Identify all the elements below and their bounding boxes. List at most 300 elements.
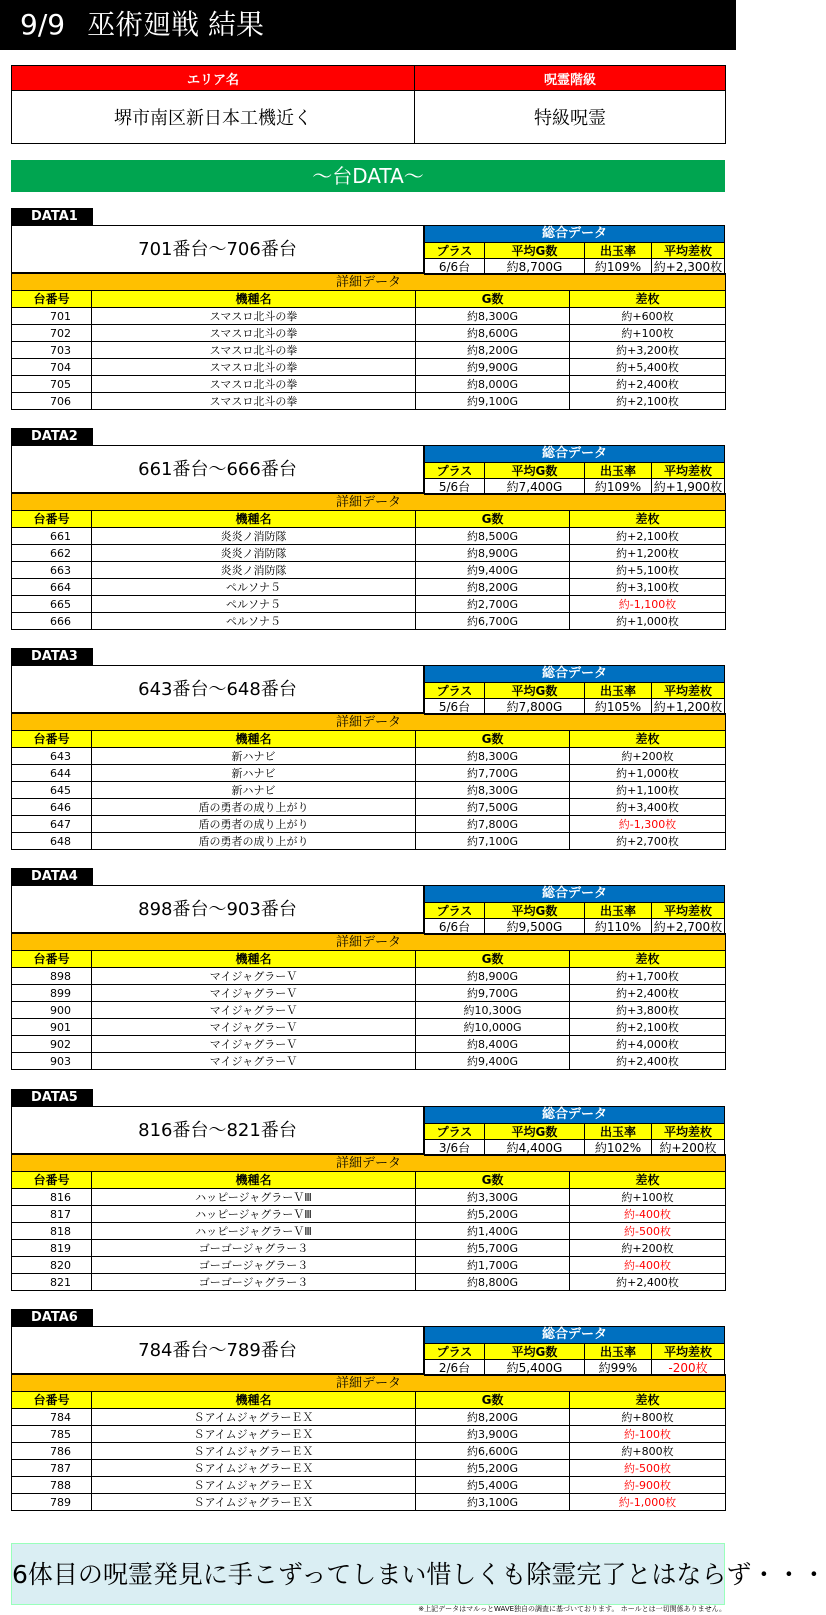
detail-head-model: 機種名 [92,951,416,968]
machine-no: 703 [12,342,92,359]
detail-head-no: 台番号 [12,511,92,528]
games-value: 約9,700G [416,985,570,1002]
summary-avg-games: 約7,400G [484,479,584,495]
model-name: 新ハナビ [92,782,416,799]
diff-value: 約+100枚 [570,325,726,342]
diff-value: 約+2,400枚 [570,985,726,1002]
detail-table [11,933,726,1070]
diff-value: 約+3,100枚 [570,579,726,596]
games-value: 約7,500G [416,799,570,816]
table-row [12,1189,726,1206]
summary-title: 総合データ [424,446,724,463]
diff-value: 約+3,800枚 [570,1002,726,1019]
machine-no: 646 [12,799,92,816]
games-value: 約8,300G [416,748,570,765]
diff-value: 約+1,200枚 [570,545,726,562]
summary-head-plus: プラス [424,903,484,919]
table-row [12,799,726,816]
summary-head-avg-diff: 平均差枚 [651,903,724,919]
block-label: DATA3 [11,648,93,665]
detail-head-model: 機種名 [92,511,416,528]
table-row [12,528,726,545]
detail-title: 詳細データ [12,494,726,511]
machine-no: 701 [12,308,92,325]
detail-head-diff: 差枚 [570,291,726,308]
table-row [12,376,726,393]
summary-head-plus: プラス [424,1124,484,1140]
summary-avg-diff: 約+1,900枚 [651,479,724,495]
model-name: ＳアイムジャグラーＥＸ [92,1443,416,1460]
table-row [12,613,726,630]
model-name: 新ハナビ [92,748,416,765]
detail-head-diff: 差枚 [570,951,726,968]
machine-no: 820 [12,1257,92,1274]
detail-head-no: 台番号 [12,1172,92,1189]
table-row [12,1240,726,1257]
footnote: ※上記データはマルっとWAVE独自の調査に基づいております。 ホールとは一切関係ありません。 [418,1605,726,1613]
grade-label: 呪霊階級 [415,66,726,91]
data-block [11,645,725,850]
games-value: 約3,300G [416,1189,570,1206]
games-value: 約8,000G [416,376,570,393]
table-row [12,765,726,782]
games-value: 約5,200G [416,1460,570,1477]
diff-value: 約+600枚 [570,308,726,325]
summary-row [11,1326,725,1374]
machine-no: 644 [12,765,92,782]
summary-head-avg-games: 平均G数 [484,463,584,479]
model-name: マイジャグラーＶ [92,985,416,1002]
games-value: 約8,200G [416,1409,570,1426]
model-name: 盾の勇者の成り上がり [92,799,416,816]
range-label: 661番台～666番台 [11,445,424,493]
summary-table [424,445,725,495]
detail-table [11,1154,726,1291]
machine-no: 818 [12,1223,92,1240]
games-value: 約8,500G [416,528,570,545]
summary-plus: 5/6台 [424,479,484,495]
games-value: 約8,300G [416,782,570,799]
diff-value: 約+2,100枚 [570,1019,726,1036]
model-name: 炎炎ノ消防隊 [92,528,416,545]
block-label: DATA4 [11,868,93,885]
table-row [12,1206,726,1223]
detail-head-model: 機種名 [92,1392,416,1409]
games-value: 約1,700G [416,1257,570,1274]
table-row [12,596,726,613]
table-row [12,1019,726,1036]
detail-table [11,273,726,410]
summary-title: 総合データ [424,886,724,903]
data-block [11,1086,725,1291]
diff-value: 約+2,400枚 [570,376,726,393]
games-value: 約9,400G [416,1053,570,1070]
summary-head-avg-diff: 平均差枚 [651,243,724,259]
machine-no: 817 [12,1206,92,1223]
diff-value: 約+3,400枚 [570,799,726,816]
diff-value: 約+2,400枚 [570,1053,726,1070]
machine-no: 786 [12,1443,92,1460]
diff-value: 約+2,100枚 [570,528,726,545]
summary-head-avg-games: 平均G数 [484,903,584,919]
summary-table [424,1106,725,1156]
games-value: 約6,600G [416,1443,570,1460]
diff-value: 約+3,200枚 [570,342,726,359]
summary-table [424,885,725,935]
detail-head-diff: 差枚 [570,731,726,748]
diff-value: 約+1,700枚 [570,968,726,985]
detail-head-model: 機種名 [92,1172,416,1189]
detail-head-no: 台番号 [12,291,92,308]
diff-value: 約+200枚 [570,1240,726,1257]
summary-plus: 6/6台 [424,259,484,275]
model-name: 盾の勇者の成り上がり [92,816,416,833]
summary-title: 総合データ [424,666,724,683]
summary-avg-games: 約9,500G [484,919,584,935]
detail-head-diff: 差枚 [570,511,726,528]
summary-table [424,225,725,275]
summary-payout: 約110% [584,919,651,935]
machine-no: 787 [12,1460,92,1477]
block-label: DATA6 [11,1309,93,1326]
model-name: ゴーゴージャグラー３ [92,1274,416,1291]
table-row [12,325,726,342]
model-name: マイジャグラーＶ [92,1053,416,1070]
table-row [12,1036,726,1053]
summary-head-plus: プラス [424,463,484,479]
detail-title: 詳細データ [12,934,726,951]
machine-no: 899 [12,985,92,1002]
machine-no: 705 [12,376,92,393]
summary-head-avg-games: 平均G数 [484,243,584,259]
table-row [12,985,726,1002]
diff-value: 約+200枚 [570,748,726,765]
data-block [11,1306,725,1511]
table-row [12,748,726,765]
summary-plus: 6/6台 [424,919,484,935]
machine-no: 900 [12,1002,92,1019]
range-label: 643番台～648番台 [11,665,424,713]
machine-no: 704 [12,359,92,376]
machine-no: 816 [12,1189,92,1206]
model-name: ＳアイムジャグラーＥＸ [92,1409,416,1426]
model-name: 新ハナビ [92,765,416,782]
data-block [11,205,725,410]
grade-value: 特級呪霊 [415,91,726,144]
table-row [12,1274,726,1291]
detail-title: 詳細データ [12,714,726,731]
table-row [12,562,726,579]
section-title: ～台DATA～ [11,160,725,192]
summary-payout: 約102% [584,1140,651,1156]
table-row [12,1460,726,1477]
diff-value: 約+2,700枚 [570,833,726,850]
model-name: ハッピージャグラーＶⅢ [92,1223,416,1240]
machine-no: 661 [12,528,92,545]
model-name: スマスロ北斗の拳 [92,342,416,359]
area-label: エリア名 [12,66,415,91]
detail-head-no: 台番号 [12,1392,92,1409]
summary-payout: 約109% [584,259,651,275]
table-row [12,545,726,562]
table-row [12,782,726,799]
detail-head-games: G数 [416,951,570,968]
detail-table [11,1374,726,1511]
games-value: 約7,100G [416,833,570,850]
detail-head-diff: 差枚 [570,1392,726,1409]
summary-head-payout: 出玉率 [584,683,651,699]
machine-no: 645 [12,782,92,799]
machine-no: 643 [12,748,92,765]
summary-avg-diff: 約+2,700枚 [651,919,724,935]
detail-title: 詳細データ [12,274,726,291]
diff-value: 約+800枚 [570,1443,726,1460]
games-value: 約8,300G [416,308,570,325]
diff-value: 約-400枚 [570,1257,726,1274]
machine-no: 664 [12,579,92,596]
games-value: 約8,200G [416,342,570,359]
diff-value: 約+1,000枚 [570,765,726,782]
model-name: スマスロ北斗の拳 [92,359,416,376]
games-value: 約1,400G [416,1223,570,1240]
games-value: 約6,700G [416,613,570,630]
table-row [12,342,726,359]
model-name: マイジャグラーＶ [92,1002,416,1019]
summary-avg-diff: -200枚 [651,1360,724,1376]
diff-value: 約-100枚 [570,1426,726,1443]
table-row [12,1409,726,1426]
summary-avg-games: 約7,800G [484,699,584,715]
summary-avg-games: 約4,400G [484,1140,584,1156]
detail-head-games: G数 [416,1172,570,1189]
games-value: 約5,400G [416,1477,570,1494]
model-name: ペルソナ５ [92,596,416,613]
games-value: 約9,900G [416,359,570,376]
table-row [12,968,726,985]
summary-head-avg-games: 平均G数 [484,1124,584,1140]
summary-table [424,1326,725,1376]
table-row [12,1223,726,1240]
model-name: ゴーゴージャグラー３ [92,1257,416,1274]
model-name: ＳアイムジャグラーＥＸ [92,1494,416,1511]
model-name: 盾の勇者の成り上がり [92,833,416,850]
summary-title: 総合データ [424,226,724,243]
detail-table [11,493,726,630]
machine-no: 901 [12,1019,92,1036]
header-title: 巫術廻戦 結果 [87,8,264,41]
summary-head-payout: 出玉率 [584,1344,651,1360]
machine-no: 663 [12,562,92,579]
games-value: 約2,700G [416,596,570,613]
diff-value: 約+1,100枚 [570,782,726,799]
summary-head-avg-diff: 平均差枚 [651,1124,724,1140]
machine-no: 647 [12,816,92,833]
games-value: 約8,900G [416,545,570,562]
table-row [12,1426,726,1443]
detail-head-no: 台番号 [12,731,92,748]
table-row [12,1477,726,1494]
range-label: 784番台～789番台 [11,1326,424,1374]
games-value: 約5,700G [416,1240,570,1257]
machine-no: 784 [12,1409,92,1426]
model-name: マイジャグラーＶ [92,1036,416,1053]
games-value: 約8,400G [416,1036,570,1053]
summary-head-payout: 出玉率 [584,1124,651,1140]
games-value: 約10,300G [416,1002,570,1019]
machine-no: 665 [12,596,92,613]
table-row [12,1002,726,1019]
diff-value: 約-900枚 [570,1477,726,1494]
detail-title: 詳細データ [12,1375,726,1392]
data-block [11,425,725,630]
summary-row [11,445,725,493]
machine-no: 706 [12,393,92,410]
summary-head-avg-diff: 平均差枚 [651,463,724,479]
summary-payout: 約105% [584,699,651,715]
summary-avg-diff: 約+200枚 [651,1140,724,1156]
detail-head-games: G数 [416,1392,570,1409]
model-name: ＳアイムジャグラーＥＸ [92,1460,416,1477]
detail-head-no: 台番号 [12,951,92,968]
table-row [12,816,726,833]
summary-plus: 5/6台 [424,699,484,715]
summary-avg-diff: 約+1,200枚 [651,699,724,715]
games-value: 約10,000G [416,1019,570,1036]
summary-row [11,225,725,273]
machine-no: 662 [12,545,92,562]
summary-plus: 3/6台 [424,1140,484,1156]
table-row [12,393,726,410]
machine-no: 898 [12,968,92,985]
table-row [12,1443,726,1460]
summary-row [11,665,725,713]
summary-title: 総合データ [424,1107,724,1124]
table-row [12,579,726,596]
diff-value: 約+2,400枚 [570,1274,726,1291]
block-label: DATA2 [11,428,93,445]
detail-title: 詳細データ [12,1155,726,1172]
header-date: 9/9 [20,8,66,41]
area-value: 堺市南区新日本工機近く [12,91,415,144]
table-row [12,1053,726,1070]
games-value: 約7,700G [416,765,570,782]
model-name: マイジャグラーＶ [92,968,416,985]
table-row [12,833,726,850]
machine-no: 666 [12,613,92,630]
diff-value: 約-500枚 [570,1223,726,1240]
range-label: 816番台～821番台 [11,1106,424,1154]
table-row [12,1494,726,1511]
model-name: ＳアイムジャグラーＥＸ [92,1477,416,1494]
summary-head-plus: プラス [424,683,484,699]
summary-head-avg-diff: 平均差枚 [651,1344,724,1360]
machine-no: 902 [12,1036,92,1053]
summary-avg-diff: 約+2,300枚 [651,259,724,275]
detail-head-model: 機種名 [92,291,416,308]
games-value: 約7,800G [416,816,570,833]
model-name: ＳアイムジャグラーＥＸ [92,1426,416,1443]
table-row [12,308,726,325]
model-name: ペルソナ５ [92,613,416,630]
summary-head-plus: プラス [424,1344,484,1360]
diff-value: 約-1,300枚 [570,816,726,833]
games-value: 約9,100G [416,393,570,410]
games-value: 約8,900G [416,968,570,985]
diff-value: 約+5,100枚 [570,562,726,579]
summary-head-plus: プラス [424,243,484,259]
summary-head-payout: 出玉率 [584,903,651,919]
block-label: DATA5 [11,1089,93,1106]
range-label: 701番台～706番台 [11,225,424,273]
model-name: スマスロ北斗の拳 [92,376,416,393]
area-table [11,65,726,144]
detail-head-model: 機種名 [92,731,416,748]
summary-payout: 約109% [584,479,651,495]
machine-no: 789 [12,1494,92,1511]
comment-banner: 6体目の呪霊発見に手こずってしまい惜しくも除霊完了とはならず・・・ [11,1543,725,1605]
range-label: 898番台～903番台 [11,885,424,933]
machine-no: 821 [12,1274,92,1291]
model-name: ハッピージャグラーＶⅢ [92,1206,416,1223]
detail-head-games: G数 [416,291,570,308]
model-name: スマスロ北斗の拳 [92,393,416,410]
model-name: ゴーゴージャグラー３ [92,1240,416,1257]
model-name: ハッピージャグラーＶⅢ [92,1189,416,1206]
machine-no: 702 [12,325,92,342]
summary-row [11,885,725,933]
summary-title: 総合データ [424,1327,724,1344]
summary-avg-games: 約5,400G [484,1360,584,1376]
machine-no: 648 [12,833,92,850]
summary-head-payout: 出玉率 [584,463,651,479]
detail-table [11,713,726,850]
diff-value: 約+2,100枚 [570,393,726,410]
games-value: 約8,600G [416,325,570,342]
model-name: ペルソナ５ [92,579,416,596]
diff-value: 約-1,000枚 [570,1494,726,1511]
games-value: 約9,400G [416,562,570,579]
summary-row [11,1106,725,1154]
summary-head-avg-games: 平均G数 [484,683,584,699]
detail-head-games: G数 [416,731,570,748]
diff-value: 約+1,000枚 [570,613,726,630]
diff-value: 約+100枚 [570,1189,726,1206]
table-row [12,359,726,376]
games-value: 約8,800G [416,1274,570,1291]
summary-plus: 2/6台 [424,1360,484,1376]
summary-table [424,665,725,715]
games-value: 約8,200G [416,579,570,596]
table-row [12,1257,726,1274]
machine-no: 903 [12,1053,92,1070]
summary-head-avg-diff: 平均差枚 [651,683,724,699]
model-name: スマスロ北斗の拳 [92,325,416,342]
detail-head-diff: 差枚 [570,1172,726,1189]
machine-no: 819 [12,1240,92,1257]
data-block [11,865,725,1070]
diff-value: 約+4,000枚 [570,1036,726,1053]
summary-head-avg-games: 平均G数 [484,1344,584,1360]
machine-no: 788 [12,1477,92,1494]
machine-no: 785 [12,1426,92,1443]
summary-payout: 約99% [584,1360,651,1376]
block-label: DATA1 [11,208,93,225]
diff-value: 約+800枚 [570,1409,726,1426]
games-value: 約3,900G [416,1426,570,1443]
games-value: 約3,100G [416,1494,570,1511]
model-name: 炎炎ノ消防隊 [92,545,416,562]
model-name: マイジャグラーＶ [92,1019,416,1036]
